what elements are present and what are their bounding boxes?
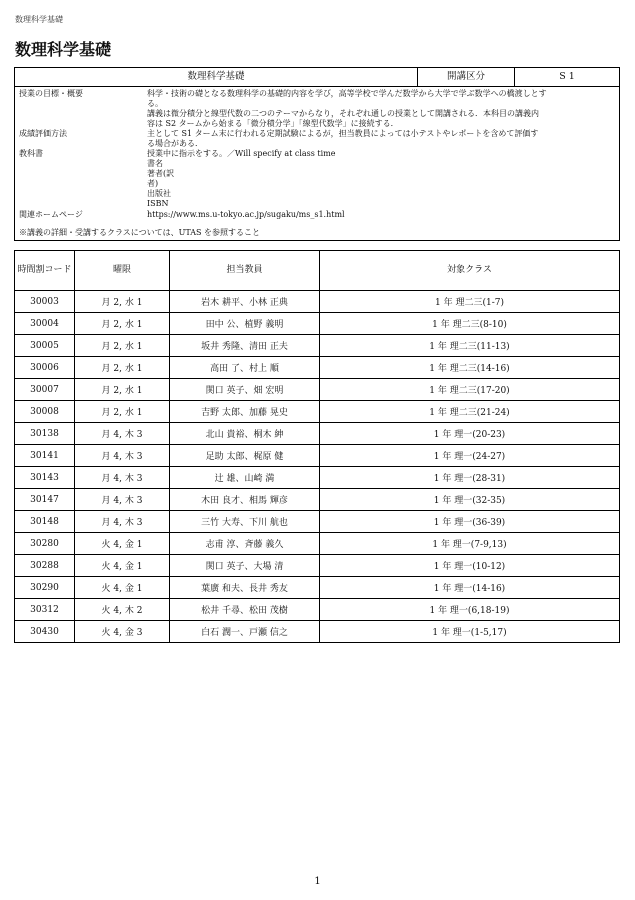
class-schedule-table: [14, 250, 620, 643]
table-row: [15, 599, 620, 621]
cell-code: 30004: [15, 313, 75, 335]
cell-teacher: 辻 雄、山崎 満: [170, 467, 320, 489]
cell-teacher: 足助 太郎、梶原 健: [170, 445, 320, 467]
cell-time: 火 4, 木 2: [75, 599, 170, 621]
cell-target-class: 1 年 理二三(21-24): [320, 401, 620, 423]
cell-target-class: 1 年 理一(28-31): [320, 467, 620, 489]
course-info-header: [15, 68, 619, 87]
cell-target-class: 1 年 理一(14-16): [320, 577, 620, 599]
cell-target-class: 1 年 理一(36-39): [320, 511, 620, 533]
table-row: [15, 379, 620, 401]
cell-code: 30280: [15, 533, 75, 555]
term-label-cell: 開講区分: [418, 68, 515, 86]
cell-teacher: 岩木 耕平、小林 正典: [170, 291, 320, 313]
cell-time: 月 2, 水 1: [75, 357, 170, 379]
table-row: [15, 445, 620, 467]
cell-time: 火 4, 金 3: [75, 621, 170, 643]
cell-target-class: 1 年 理一(1-5,17): [320, 621, 620, 643]
textbook-line: 者): [147, 179, 159, 188]
table-row: [15, 489, 620, 511]
cell-teacher: 関口 英子、大場 清: [170, 555, 320, 577]
cell-time: 月 4, 木 3: [75, 489, 170, 511]
cell-teacher: 志甫 淳、斉藤 義久: [170, 533, 320, 555]
table-row: [15, 467, 620, 489]
cell-target-class: 1 年 理一(7-9,13): [320, 533, 620, 555]
cell-target-class: 1 年 理一(24-27): [320, 445, 620, 467]
page-title: 数理科学基礎: [15, 40, 112, 59]
cell-time: 月 2, 水 1: [75, 313, 170, 335]
cell-teacher: 北山 貴裕、桐木 紳: [170, 423, 320, 445]
homepage-row: [19, 210, 615, 220]
running-header: 数理科学基礎: [15, 15, 63, 24]
grading-text: [147, 129, 615, 149]
cell-teacher: 関口 英子、畑 宏明: [170, 379, 320, 401]
cell-time: 月 2, 水 1: [75, 291, 170, 313]
table-row: [15, 335, 620, 357]
cell-target-class: 1 年 理一(6,18-19): [320, 599, 620, 621]
cell-teacher: 木田 良才、相馬 輝彦: [170, 489, 320, 511]
textbook-row: [19, 149, 615, 209]
cell-time: 火 4, 金 1: [75, 577, 170, 599]
goal-line: 科学・技術の礎となる数理科学の基礎的内容を学び，高等学校で学んだ数学から大学で学ぶ数学への橋渡しとす: [147, 89, 547, 98]
grading-line: る場合がある．: [147, 139, 203, 148]
cell-target-class: 1 年 理一(20-23): [320, 423, 620, 445]
grading-line: 主として S1 ターム末に行われる定期試験によるが，担当教員によっては小テストやレポートを含めて評価す: [147, 129, 539, 138]
cell-time: 月 4, 木 3: [75, 467, 170, 489]
cell-code: 30007: [15, 379, 75, 401]
textbook-text: [147, 149, 615, 209]
table-row: [15, 291, 620, 313]
homepage-label: 関連ホームページ: [19, 210, 83, 219]
textbook-line: 書名: [147, 159, 163, 168]
cell-teacher: 坂井 秀隆、清田 正夫: [170, 335, 320, 357]
cell-teacher: 三竹 大寿、下川 航也: [170, 511, 320, 533]
textbook-line: 出版社: [147, 189, 171, 198]
table-row: [15, 533, 620, 555]
textbook-line: 授業中に指示をする。／Will specify at class time: [147, 149, 336, 158]
goal-label: 授業の目標・概要: [19, 89, 83, 98]
homepage-link[interactable]: https://www.ms.u-tokyo.ac.jp/sugaku/ms_s1.html: [147, 210, 345, 219]
cell-target-class: 1 年 理一(10-12): [320, 555, 620, 577]
cell-code: 30148: [15, 511, 75, 533]
cell-teacher: 白石 潤一、戸瀬 信之: [170, 621, 320, 643]
cell-time: 月 2, 水 1: [75, 379, 170, 401]
cell-teacher: 吉野 太郎、加藤 晃史: [170, 401, 320, 423]
page-number: 1: [314, 876, 321, 887]
cell-teacher: 高田 了、村上 順: [170, 357, 320, 379]
grading-label: 成績評価方法: [19, 129, 67, 138]
table-row: [15, 423, 620, 445]
header-teacher: 担当教員: [170, 251, 320, 291]
cell-target-class: 1 年 理二三(8-10): [320, 313, 620, 335]
textbook-line: ISBN: [147, 199, 169, 208]
table-row: [15, 357, 620, 379]
textbook-line: 著者(訳: [147, 169, 175, 178]
cell-code: 30008: [15, 401, 75, 423]
table-body: [15, 291, 620, 643]
cell-code: 30006: [15, 357, 75, 379]
cell-code: 30290: [15, 577, 75, 599]
cell-time: 月 4, 木 3: [75, 445, 170, 467]
header-time: 曜限: [75, 251, 170, 291]
table-row: [15, 511, 620, 533]
cell-code: 30143: [15, 467, 75, 489]
cell-time: 月 2, 水 1: [75, 335, 170, 357]
cell-code: 30005: [15, 335, 75, 357]
course-info-box: [14, 67, 620, 241]
cell-code: 30288: [15, 555, 75, 577]
cell-code: 30003: [15, 291, 75, 313]
goal-line: 容は S2 タームから始まる「微分積分学」「線型代数学」に接続する．: [147, 119, 399, 128]
cell-code: 30312: [15, 599, 75, 621]
cell-teacher: 松井 千尋、松田 茂樹: [170, 599, 320, 621]
cell-teacher: 田中 公、植野 義明: [170, 313, 320, 335]
table-row: [15, 313, 620, 335]
table-row: [15, 577, 620, 599]
cell-code: 30141: [15, 445, 75, 467]
cell-target-class: 1 年 理二三(1-7): [320, 291, 620, 313]
cell-code: 30138: [15, 423, 75, 445]
course-info-body: [15, 87, 619, 240]
cell-target-class: 1 年 理一(32-35): [320, 489, 620, 511]
goal-text: [147, 89, 615, 129]
header-code: 時間割コード: [15, 251, 75, 291]
cell-code: 30430: [15, 621, 75, 643]
cell-teacher: 葉廣 和夫、長井 秀友: [170, 577, 320, 599]
table-row: [15, 555, 620, 577]
table-row: [15, 401, 620, 423]
cell-time: 月 4, 木 3: [75, 511, 170, 533]
cell-target-class: 1 年 理二三(14-16): [320, 357, 620, 379]
cell-code: 30147: [15, 489, 75, 511]
goal-line: る。: [147, 99, 163, 108]
term-value-cell: S 1: [559, 71, 575, 82]
goal-line: 講義は微分積分と線型代数の二つのテーマからなり，それぞれ通しの授業として開講される．本科目の講義内: [147, 109, 539, 118]
grading-row: [19, 129, 615, 149]
goal-row: [19, 89, 615, 129]
course-name-cell: 数理科学基礎: [15, 68, 418, 86]
textbook-label: 教科書: [19, 149, 43, 158]
cell-time: 月 2, 水 1: [75, 401, 170, 423]
cell-time: 火 4, 金 1: [75, 555, 170, 577]
utas-note: ※講義の詳細・受講するクラスについては、UTAS を参照すること: [19, 228, 261, 237]
cell-time: 火 4, 金 1: [75, 533, 170, 555]
cell-target-class: 1 年 理二三(11-13): [320, 335, 620, 357]
table-header-row: [15, 251, 620, 291]
header-target-class: 対象クラス: [320, 251, 620, 291]
cell-time: 月 4, 木 3: [75, 423, 170, 445]
cell-target-class: 1 年 理二三(17-20): [320, 379, 620, 401]
table-row: [15, 621, 620, 643]
